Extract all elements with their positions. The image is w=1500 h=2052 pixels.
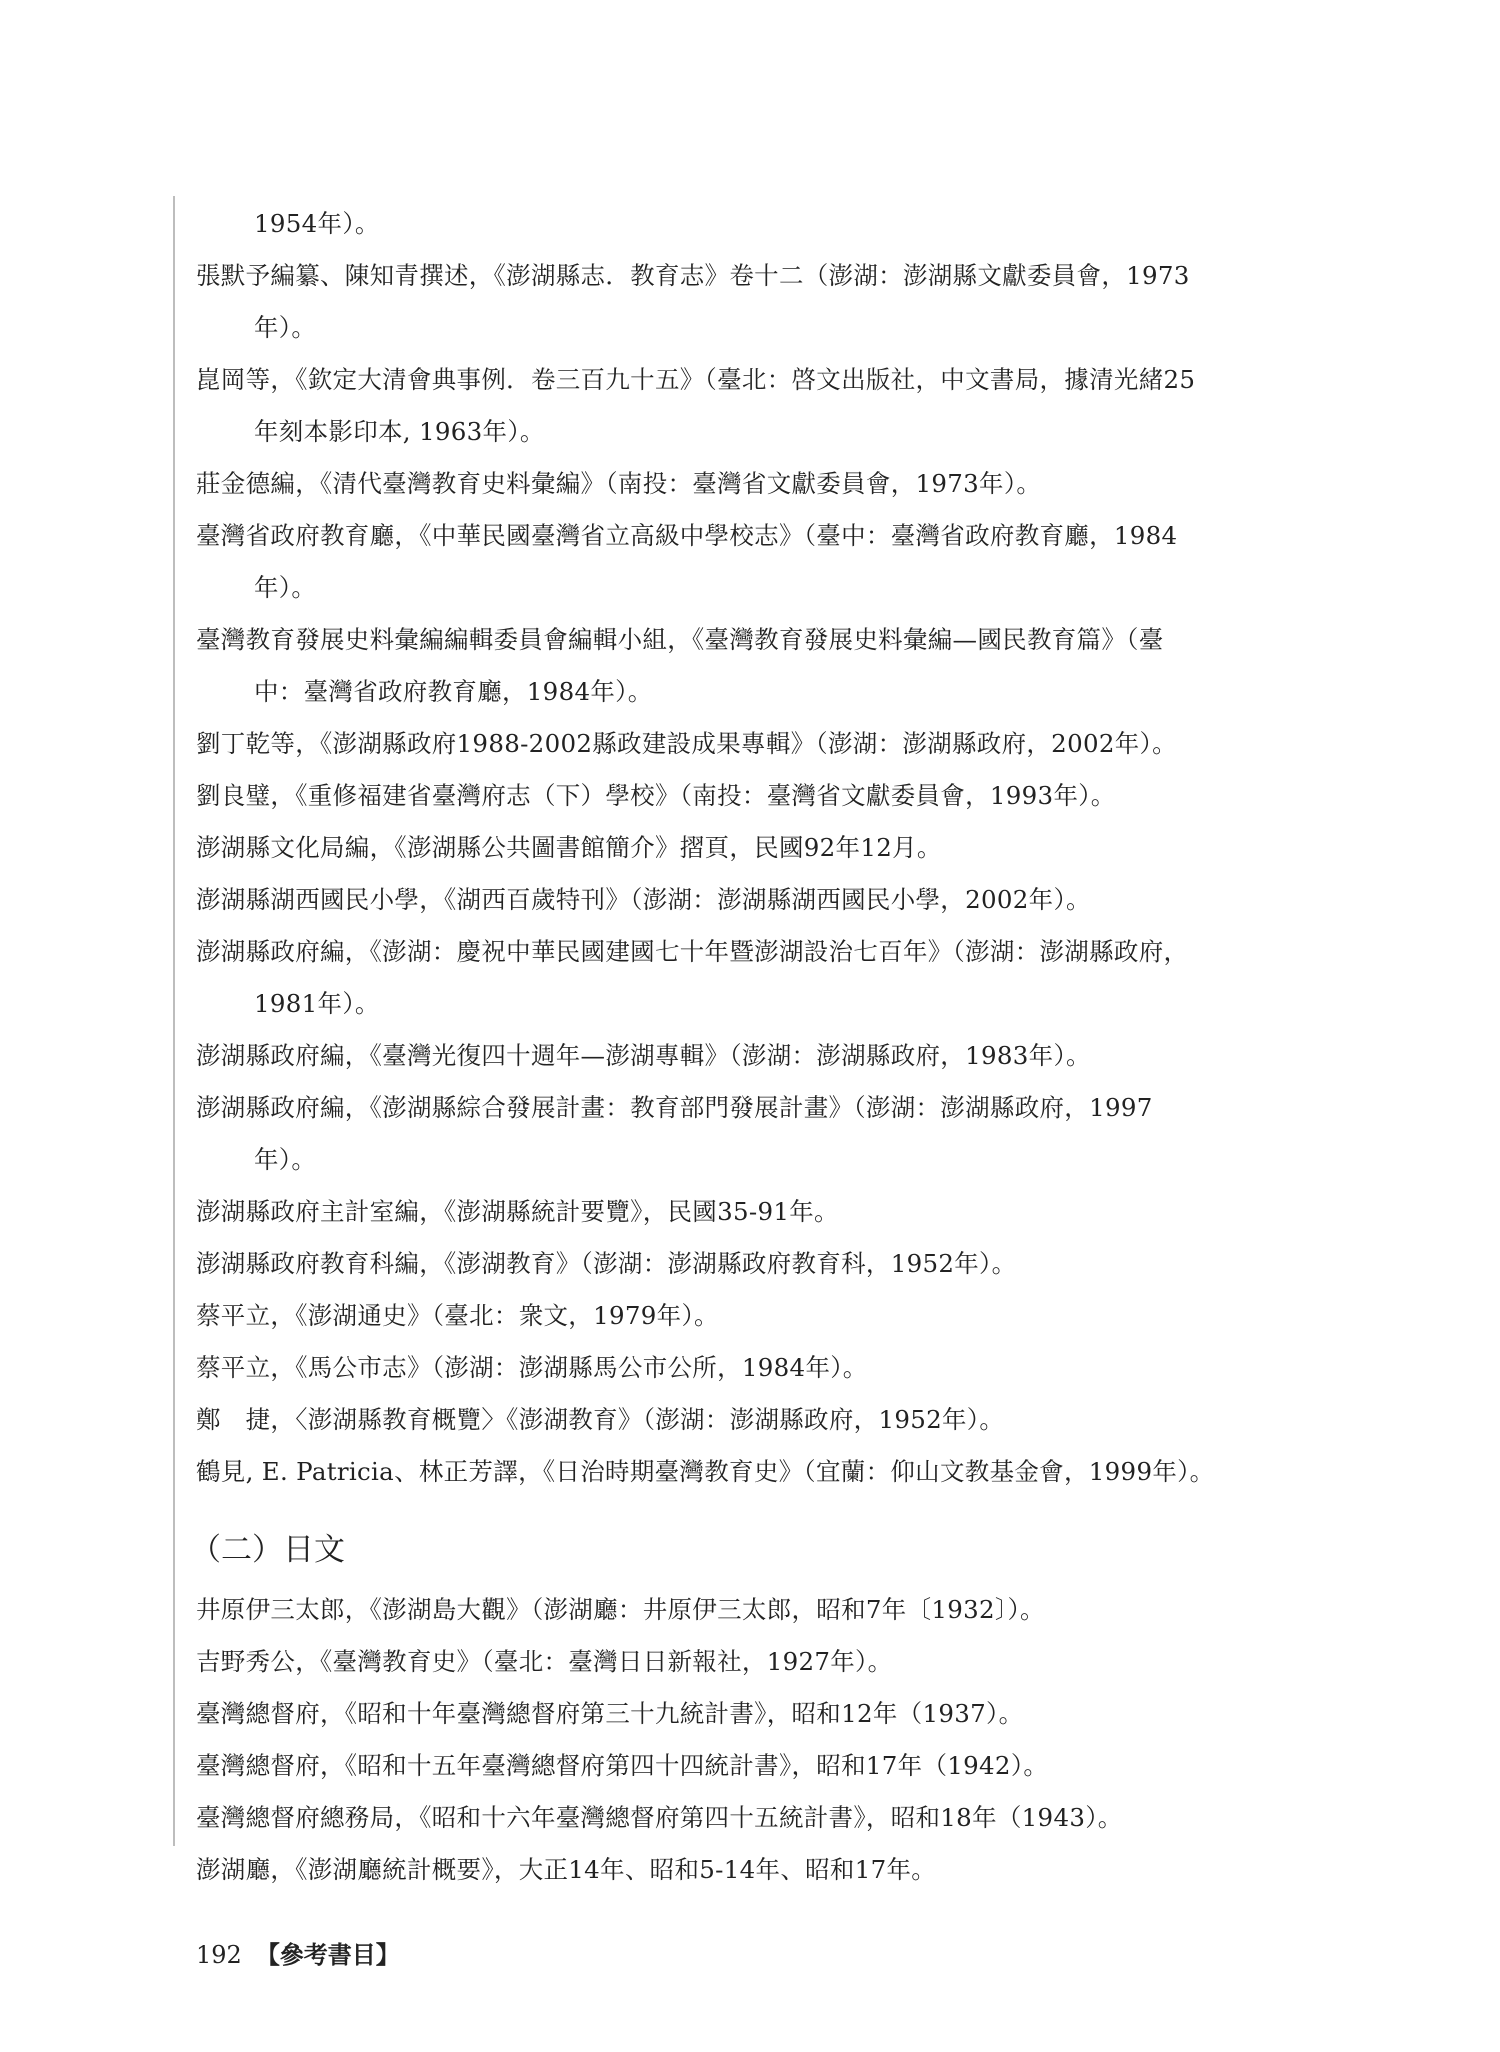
bibliography-entry-continuation: 1981年）。 xyxy=(254,989,380,1018)
page-footer xyxy=(196,1935,400,1970)
bibliography-entry: 澎湖縣政府編，《澎湖縣綜合發展計畫：教育部門發展計畫》（澎湖：澎湖縣政府，1997 xyxy=(196,1093,1153,1122)
bibliography-entry: 澎湖縣政府教育科編，《澎湖教育》（澎湖：澎湖縣政府教育科，1952年）。 xyxy=(196,1249,1017,1278)
section-label: 【參考書目】 xyxy=(255,1941,400,1969)
bibliography-entry: 劉良璧，《重修福建省臺灣府志（下）學校》（南投：臺灣省文獻委員會，1993年）。 xyxy=(196,781,1116,810)
bibliography-entry: 吉野秀公，《臺灣教育史》（臺北：臺灣日日新報社，1927年）。 xyxy=(196,1647,893,1676)
bibliography-entry: 臺灣總督府總務局，《昭和十六年臺灣總督府第四十五統計書》，昭和18年（1943）。 xyxy=(196,1803,1123,1832)
bibliography-entry-continuation: 年）。 xyxy=(254,573,317,602)
bibliography-entry: 臺灣總督府，《昭和十年臺灣總督府第三十九統計書》，昭和12年（1937）。 xyxy=(196,1699,1024,1728)
bibliography-entry-continuation: 年刻本影印本, 1963年）。 xyxy=(254,417,545,446)
page-number: 192 xyxy=(196,1941,242,1969)
bibliography-entry: 澎湖縣政府編，《澎湖：慶祝中華民國建國七十年暨澎湖設治七百年》（澎湖：澎湖縣政府， xyxy=(196,937,1189,966)
bibliography-entry: 張默予編纂、陳知青撰述，《澎湖縣志．教育志》卷十二（澎湖：澎湖縣文獻委員會，1973 xyxy=(196,261,1190,290)
bibliography-entry: 澎湖縣文化局編，《澎湖縣公共圖書館簡介》摺頁，民國92年12月。 xyxy=(196,833,942,862)
bibliography-entry-continuation: 1954年）。 xyxy=(254,209,380,238)
bibliography-entry: 鶴見, E. Patricia、林正芳譯，《日治時期臺灣教育史》（宜蘭：仰山文教基金會，1999年）。 xyxy=(196,1457,1215,1486)
section-gap xyxy=(196,1498,1311,1516)
bibliography-entry: 井原伊三太郎，《澎湖島大觀》（澎湖廳：井原伊三太郎，昭和7年〔1932〕）。 xyxy=(196,1595,1045,1624)
bibliography-entry-continuation: 中：臺灣省政府教育廳，1984年）。 xyxy=(254,677,653,706)
bibliography-entry: 劉丁乾等，《澎湖縣政府1988-2002縣政建設成果專輯》（澎湖：澎湖縣政府，2002年）。 xyxy=(196,729,1177,758)
bibliography-entry-continuation: 年）。 xyxy=(254,313,317,342)
bibliography-entry: 臺灣總督府，《昭和十五年臺灣總督府第四十四統計書》，昭和17年（1942）。 xyxy=(196,1751,1049,1780)
bibliography-entry: 莊金德編，《清代臺灣教育史料彙編》（南投：臺灣省文獻委員會，1973年）。 xyxy=(196,469,1042,498)
bibliography-body xyxy=(190,198,1311,1896)
bibliography-entry: 蔡平立，《澎湖通史》（臺北：衆文，1979年）。 xyxy=(196,1301,719,1330)
bibliography-entry: 臺灣教育發展史料彙編編輯委員會編輯小組，《臺灣教育發展史料彙編—國民教育篇》（臺 xyxy=(196,625,1164,654)
bibliography-entry: 鄭 捷，〈澎湖縣教育概覽〉《澎湖教育》（澎湖：澎湖縣政府，1952年）。 xyxy=(196,1405,1005,1434)
margin-rule xyxy=(173,196,175,1846)
bibliography-entry: 澎湖縣政府主計室編，《澎湖縣統計要覽》，民國35-91年。 xyxy=(196,1197,839,1226)
bibliography-entry-continuation: 年）。 xyxy=(254,1145,317,1174)
bibliography-entry: 臺灣省政府教育廳，《中華民國臺灣省立高級中學校志》（臺中：臺灣省政府教育廳，1984 xyxy=(196,521,1178,550)
bibliography-entry: 澎湖縣湖西國民小學，《湖西百歲特刊》（澎湖：澎湖縣湖西國民小學，2002年）。 xyxy=(196,885,1091,914)
bibliography-entry: 澎湖縣政府編，《臺灣光復四十週年—澎湖專輯》（澎湖：澎湖縣政府，1983年）。 xyxy=(196,1041,1091,1070)
bibliography-entry: 澎湖廳，《澎湖廳統計概要》，大正14年、昭和5-14年、昭和17年。 xyxy=(196,1855,937,1884)
bibliography-entry: 崑岡等，《欽定大清會典事例．卷三百九十五》（臺北：啓文出版社，中文書局，據清光緒25 xyxy=(196,365,1196,394)
section-heading: （二）日文 xyxy=(190,1532,345,1568)
bibliography-entry: 蔡平立，《馬公市志》（澎湖：澎湖縣馬公市公所，1984年）。 xyxy=(196,1353,868,1382)
